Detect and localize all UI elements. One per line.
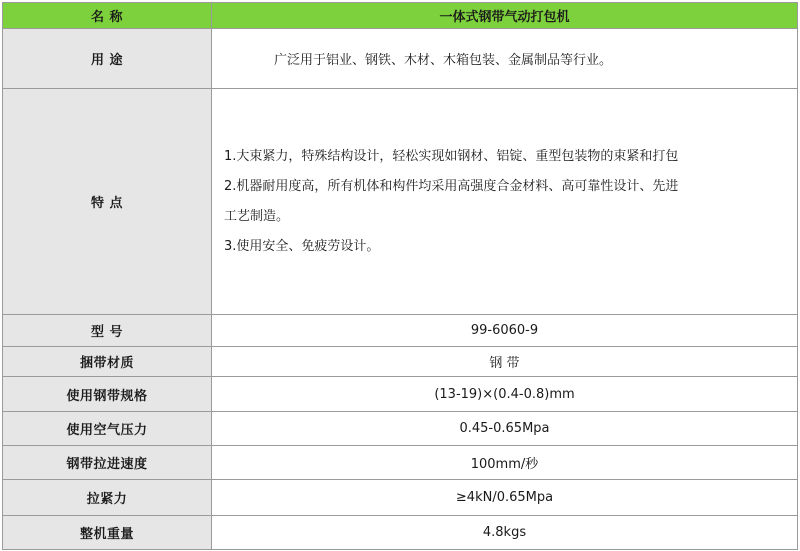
spec-table — [2, 2, 798, 550]
product-name: 一体式钢带气动打包机 — [212, 3, 798, 29]
usage-label: 用 途 — [3, 29, 212, 89]
header-row — [3, 3, 798, 29]
spec-row-strap-size — [3, 377, 798, 412]
usage-row — [3, 29, 798, 89]
tension-value: ≥4kN/0.65Mpa — [212, 480, 798, 516]
usage-value: 广泛用于铝业、钢铁、木材、木箱包装、金属制品等行业。 — [212, 29, 798, 89]
model-label: 型 号 — [3, 315, 212, 347]
strap-size-label: 使用钢带规格 — [3, 377, 212, 412]
feed-speed-label: 钢带拉进速度 — [3, 446, 212, 480]
spec-row-air-pressure — [3, 412, 798, 446]
weight-label: 整机重量 — [3, 516, 212, 550]
header-label: 名 称 — [3, 3, 212, 29]
material-value: 钢 带 — [212, 347, 798, 377]
spec-row-tension — [3, 480, 798, 516]
spec-row-feed-speed — [3, 446, 798, 480]
feature-line-4: 3.使用安全、免疲劳设计。 — [224, 238, 380, 254]
weight-value: 4.8kgs — [212, 516, 798, 550]
spec-row-weight — [3, 516, 798, 550]
features-value — [212, 89, 798, 315]
features-label: 特 点 — [3, 89, 212, 315]
material-label: 捆带材质 — [3, 347, 212, 377]
feature-line-3: 工艺制造。 — [224, 208, 290, 224]
air-pressure-value: 0.45-0.65Mpa — [212, 412, 798, 446]
spec-row-model — [3, 315, 798, 347]
feature-line-1: 1.大束紧力，特殊结构设计，轻松实现如钢材、铝锭、重型包装物的束紧和打包 — [224, 148, 679, 164]
feed-speed-value: 100mm/秒 — [212, 446, 798, 480]
feature-line-2: 2.机器耐用度高，所有机体和构件均采用高强度合金材料、高可靠性设计、先进 — [224, 178, 679, 194]
tension-label: 拉紧力 — [3, 480, 212, 516]
spec-row-material — [3, 347, 798, 377]
air-pressure-label: 使用空气压力 — [3, 412, 212, 446]
strap-size-value: (13-19)×(0.4-0.8)mm — [212, 377, 798, 412]
features-row — [3, 89, 798, 315]
model-value: 99-6060-9 — [212, 315, 798, 347]
